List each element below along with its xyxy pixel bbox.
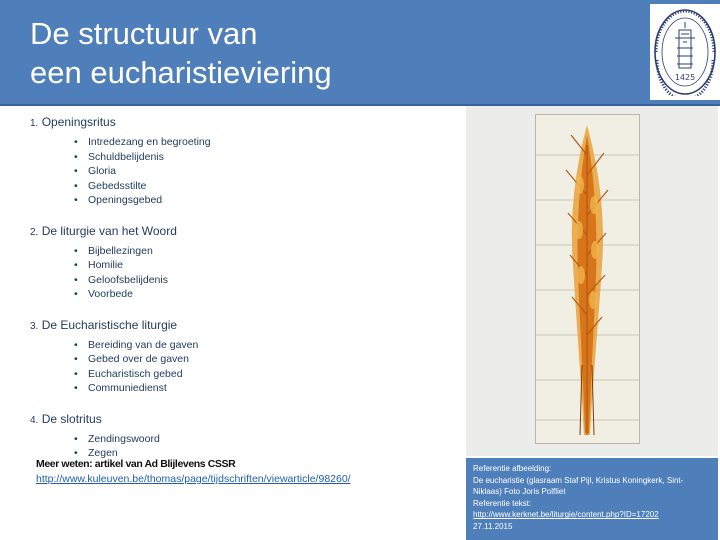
section-title: 4. De slotritus	[30, 411, 102, 426]
list-item: • Openingsgebed	[74, 193, 460, 208]
list-item: • Gebed over de gaven	[74, 352, 460, 367]
section-title: 1. Openingsritus	[30, 115, 116, 129]
reference-box	[466, 458, 718, 540]
section-eucharistic-liturgy	[30, 317, 460, 396]
section-opening-rites	[30, 114, 460, 208]
slide-title	[30, 14, 332, 92]
list-item: • Intredezang en begroeting	[74, 135, 460, 150]
list-item: • Bijbellezingen	[74, 244, 460, 259]
section-closing-rites	[30, 411, 460, 461]
reference-image-text: De eucharistie (glasraam Staf Pijl, Kristus Koningkerk, Sint-Niklaas) Foto Joris Polfliet	[473, 475, 684, 497]
list-item: • Bereiding van de gaven	[74, 338, 460, 353]
seal-icon	[653, 8, 717, 96]
further-reading-title: Meer weten: artikel van Ad Blijlevens CSSR	[36, 458, 236, 470]
list-item: • Zendingswoord	[74, 432, 460, 447]
reference-date: 27.11.2015	[473, 521, 513, 531]
list-item: • Gebedsstilte	[74, 179, 460, 194]
slide-content	[30, 114, 460, 461]
list-item: • Eucharistisch gebed	[74, 367, 460, 382]
slide-header	[0, 0, 720, 106]
list-item: • Homilie	[74, 258, 460, 273]
reference-text-label: Referentie tekst:	[473, 498, 532, 508]
svg-text:1425: 1425	[674, 73, 696, 82]
list-item: • Geloofsbelijdenis	[74, 273, 460, 288]
section-liturgy-of-word	[30, 223, 460, 302]
title-line-1: De structuur van	[30, 16, 258, 51]
reference-image-label: Referentie afbeelding:	[473, 464, 552, 473]
wheat-stained-glass-icon	[536, 115, 639, 443]
item-list	[30, 338, 460, 396]
list-item: • Gloria	[74, 164, 460, 179]
section-title: 3. De Eucharistische liturgie	[30, 317, 178, 332]
item-list	[30, 244, 460, 302]
article-link[interactable]: http://www.kuleuven.be/thomas/page/tijdschriften/viewarticle/98260/	[36, 473, 351, 485]
list-item: • Communiedienst	[74, 381, 460, 396]
section-title: 2. De liturgie van het Woord	[30, 223, 177, 238]
item-list	[30, 135, 460, 208]
list-item: • Zegen	[74, 446, 460, 461]
university-seal-logo	[650, 4, 720, 100]
list-item: • Schuldbelijdenis	[74, 150, 460, 165]
item-list	[30, 432, 460, 461]
list-item: • Voorbede	[74, 287, 460, 302]
title-line-2: een eucharistieviering	[30, 55, 332, 90]
further-reading	[36, 458, 456, 485]
reference-text-link[interactable]: http://www.kerknet.be/liturgie/content.php?ID=17202	[473, 510, 659, 520]
stained-glass-window-image	[535, 114, 640, 444]
